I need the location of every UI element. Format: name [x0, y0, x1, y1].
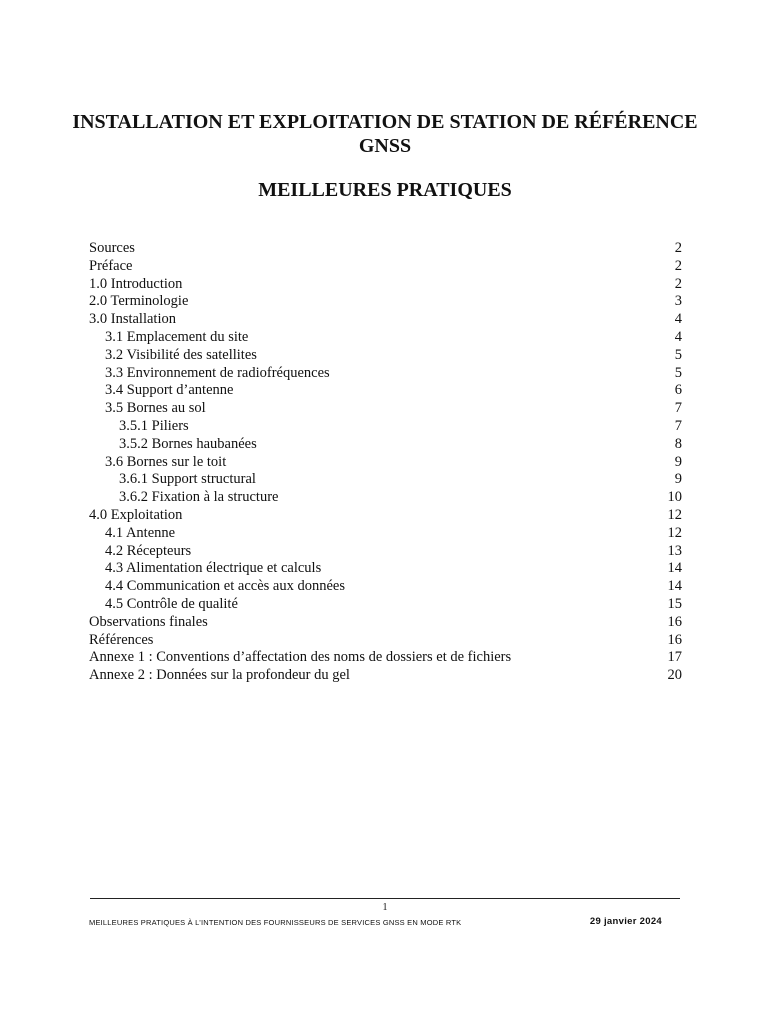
- toc-entry-page: 7: [674, 400, 682, 417]
- toc-entry-label: 3.4 Support d’antenne: [105, 382, 234, 399]
- toc-entry[interactable]: [89, 382, 682, 400]
- footer-date: 29 janvier 2024: [589, 916, 662, 927]
- toc-entry-label: 3.5.2 Bornes haubanées: [119, 435, 257, 452]
- toc-entry-label: Annexe 2 : Données sur la profondeur du gel: [89, 667, 350, 684]
- toc-entry-label: Sources: [89, 240, 135, 256]
- toc-entry-page: 15: [667, 595, 682, 612]
- toc-entry-label: 4.2 Récepteurs: [105, 542, 192, 559]
- toc-entry-label: 4.5 Contrôle de qualité: [105, 595, 238, 612]
- toc-entry[interactable]: [89, 347, 682, 365]
- toc-entry[interactable]: [89, 489, 682, 507]
- toc-entry-page: 2: [674, 275, 682, 292]
- document-title-line-2: GNSS: [358, 135, 412, 157]
- toc-entry[interactable]: [89, 258, 682, 276]
- toc-entry[interactable]: [89, 632, 682, 650]
- toc-entry-label: 3.2 Visibilité des satellites: [105, 346, 257, 363]
- toc-entry[interactable]: [89, 400, 682, 418]
- toc-entry[interactable]: [89, 578, 682, 596]
- toc-entry-label: 4.4 Communication et accès aux données: [105, 578, 345, 595]
- toc-entry[interactable]: [89, 525, 682, 543]
- toc-entry[interactable]: [89, 649, 682, 667]
- toc-entry-label: 4.0 Exploitation: [89, 506, 183, 523]
- toc-entry-label: 4.1 Antenne: [105, 524, 176, 541]
- toc-entry-label: Références: [89, 631, 154, 648]
- toc-entry-label: 3.6.2 Fixation à la structure: [119, 489, 279, 506]
- toc-entry-label: Observations finales: [89, 613, 208, 630]
- toc-entry-page: 9: [674, 453, 682, 470]
- toc-entry[interactable]: [89, 293, 682, 311]
- footer-divider: [90, 898, 680, 899]
- toc-entry[interactable]: [89, 311, 682, 329]
- toc-entry-page: 16: [667, 613, 682, 630]
- toc-entry-label: 3.6.1 Support structural: [119, 471, 256, 488]
- toc-entry-label: 1.0 Introduction: [89, 275, 183, 292]
- toc-entry[interactable]: [89, 543, 682, 561]
- toc-entry-page: 7: [674, 417, 682, 434]
- toc-entry-page: 4: [674, 328, 682, 345]
- toc-entry[interactable]: [89, 454, 682, 472]
- toc-entry-page: 2: [674, 240, 682, 256]
- toc-entry[interactable]: [89, 329, 682, 347]
- toc-entry[interactable]: [89, 418, 682, 436]
- table-of-contents: [89, 240, 682, 685]
- toc-entry-label: 3.0 Installation: [89, 311, 176, 328]
- toc-entry-page: 14: [667, 560, 682, 577]
- toc-entry-page: 10: [667, 489, 682, 506]
- toc-entry[interactable]: [89, 276, 682, 294]
- toc-entry[interactable]: [89, 614, 682, 632]
- document-title-line-1: INSTALLATION ET EXPLOITATION DE STATION DE RÉFÉRENCE: [72, 111, 698, 133]
- toc-entry-page: 13: [667, 542, 682, 559]
- toc-entry-label: 3.5 Bornes au sol: [105, 400, 206, 417]
- toc-entry-label: 3.3 Environnement de radiofréquences: [105, 364, 330, 381]
- toc-entry-page: 5: [674, 364, 682, 381]
- toc-entry[interactable]: [89, 240, 682, 258]
- toc-entry-page: 12: [667, 524, 682, 541]
- toc-entry-page: 6: [674, 382, 682, 399]
- toc-entry-page: 9: [674, 471, 682, 488]
- toc-entry[interactable]: [89, 507, 682, 525]
- toc-entry-label: 3.6 Bornes sur le toit: [105, 453, 227, 470]
- toc-entry[interactable]: [89, 436, 682, 454]
- toc-entry-label: 3.5.1 Piliers: [119, 417, 189, 434]
- toc-entry-page: 17: [667, 649, 682, 666]
- toc-entry-label: Annexe 1 : Conventions d’affectation des noms de dossiers et de fichiers: [89, 649, 512, 666]
- toc-entry[interactable]: [89, 471, 682, 489]
- toc-entry-page: 16: [667, 631, 682, 648]
- footer-running-title: MEILLEURES PRATIQUES À L’INTENTION DES FOURNISSEURS DE SERVICES GNSS EN MODE RTK: [89, 918, 462, 927]
- toc-entry-page: 5: [674, 346, 682, 363]
- toc-entry-page: 2: [674, 257, 682, 274]
- toc-entry-label: Préface: [89, 257, 133, 274]
- toc-entry[interactable]: [89, 365, 682, 383]
- toc-entry-label: 2.0 Terminologie: [89, 293, 189, 310]
- document-subtitle: MEILLEURES PRATIQUES: [258, 179, 512, 201]
- toc-entry-page: 12: [667, 506, 682, 523]
- toc-entry-page: 4: [674, 311, 682, 328]
- toc-entry[interactable]: [89, 560, 682, 578]
- toc-entry[interactable]: [89, 596, 682, 614]
- toc-entry-page: 14: [667, 578, 682, 595]
- page-number: 1: [382, 902, 388, 913]
- toc-entry-page: 20: [667, 667, 682, 684]
- toc-entry-page: 8: [674, 435, 682, 452]
- toc-entry[interactable]: [89, 667, 682, 685]
- toc-entry-label: 4.3 Alimentation électrique et calculs: [105, 560, 322, 577]
- toc-entry-page: 3: [674, 293, 682, 310]
- toc-entry-label: 3.1 Emplacement du site: [105, 328, 249, 345]
